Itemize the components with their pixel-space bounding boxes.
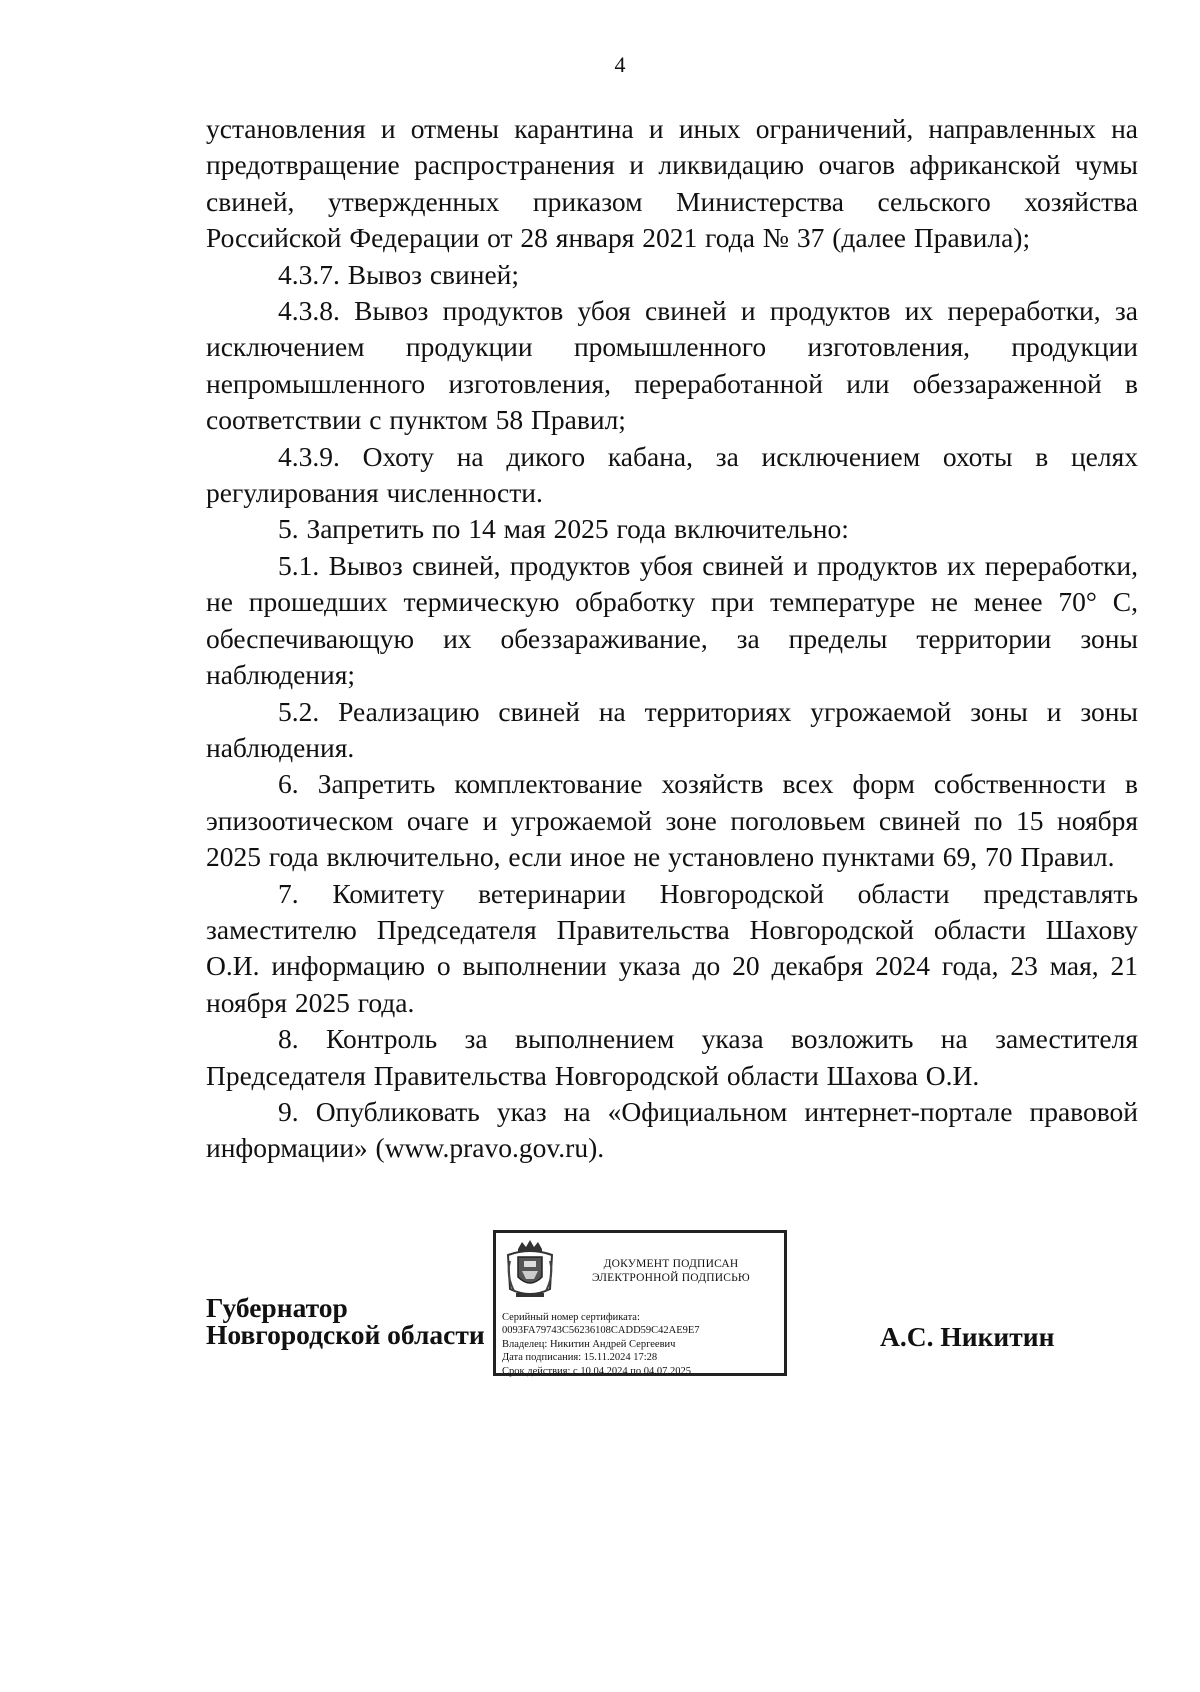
paragraph-8: 8. Контроль за выполнением указа возложить на заместителя Председателя Правительства Новгородской области Шахова О.И. [206, 1023, 1138, 1091]
paragraph-7: 7. Комитету ветеринарии Новгородской области представлять заместителю Председателя Правительства Новгородской области Шахову О.И. информацию о выполнении указа до 20 декабря 2024 года, 23 мая, 21 ноября 2025 года. [206, 877, 1138, 1018]
coat-of-arms-icon [504, 1239, 556, 1303]
signer-name: А.С. Никитин [880, 1321, 1055, 1352]
electronic-signature-stamp [493, 1230, 787, 1376]
paragraph-5: 5. Запретить по 14 мая 2025 года включительно: [278, 513, 849, 545]
document-body [206, 111, 1138, 1167]
stamp-details [502, 1311, 784, 1378]
stamp-serial-value: 0093FA79743C56236108CADD59C42AE9E7 [502, 1325, 700, 1337]
stamp-validity: Срок действия: с 10.04.2024 по 04.07.2025 [502, 1365, 691, 1377]
stamp-heading-line1: ДОКУМЕНТ ПОДПИСАН [603, 1258, 739, 1270]
paragraph-continuation: установления и отмены карантина и иных ограничений, направленных на предотвращение распространения и ликвидацию очагов африканской чумы свиней, утвержденных приказом Министерства сельского хозяйства Российской Федерации от 28 января 2021 года № 37 (далее Правила); [206, 113, 1138, 254]
signatory-title-line1: Губернатор [206, 1292, 348, 1323]
paragraph-5-2: 5.2. Реализацию свиней на территориях угрожаемой зоны и зоны наблюдения. [206, 695, 1138, 763]
paragraph-4-3-9: 4.3.9. Охоту на дикого кабана, за исключением охоты в целях регулирования численности. [206, 440, 1138, 509]
stamp-serial-label: Серийный номер сертификата: [502, 1312, 640, 1323]
stamp-heading-line2: ЭЛЕКТРОННОЙ ПОДПИСЬЮ [592, 1272, 750, 1284]
signatory-title-line2: Новгородской области [206, 1319, 485, 1350]
stamp-owner: Владелец: Никитин Андрей Сергеевич [502, 1338, 676, 1350]
paragraph-4-3-7: 4.3.7. Вывоз свиней; [278, 258, 520, 290]
paragraph-9: 9. Опубликовать указ на «Официальном интернет-портале правовой информации» (www.pravo.gov.ru). [206, 1095, 1138, 1164]
stamp-signed-date: Дата подписания: 15.11.2024 17:28 [502, 1352, 658, 1364]
signatory-title [206, 1294, 485, 1348]
page-number: 4 [614, 52, 626, 77]
paragraph-4-3-8: 4.3.8. Вывоз продуктов убоя свиней и продуктов их переработки, за исключением продукции промышленного изготовления, продукции непромышленного изготовления, переработанной или обеззараженной в соответствии с пунктом 58 Правил; [206, 295, 1138, 436]
paragraph-6: 6. Запретить комплектование хозяйств всех форм собственности в эпизоотическом очаге и угрожаемой зоне поголовьем свиней по 15 ноября 2025 года включительно, если иное не установлено пунктами 69, 70 Правил. [206, 768, 1138, 873]
stamp-heading [566, 1257, 776, 1285]
paragraph-5-1: 5.1. Вывоз свиней, продуктов убоя свиней и продуктов их переработки, не прошедших термическую обработку при температуре не менее 70° С, обеспечивающую их обеззараживание, за пределы территории зоны наблюдения; [206, 549, 1138, 691]
